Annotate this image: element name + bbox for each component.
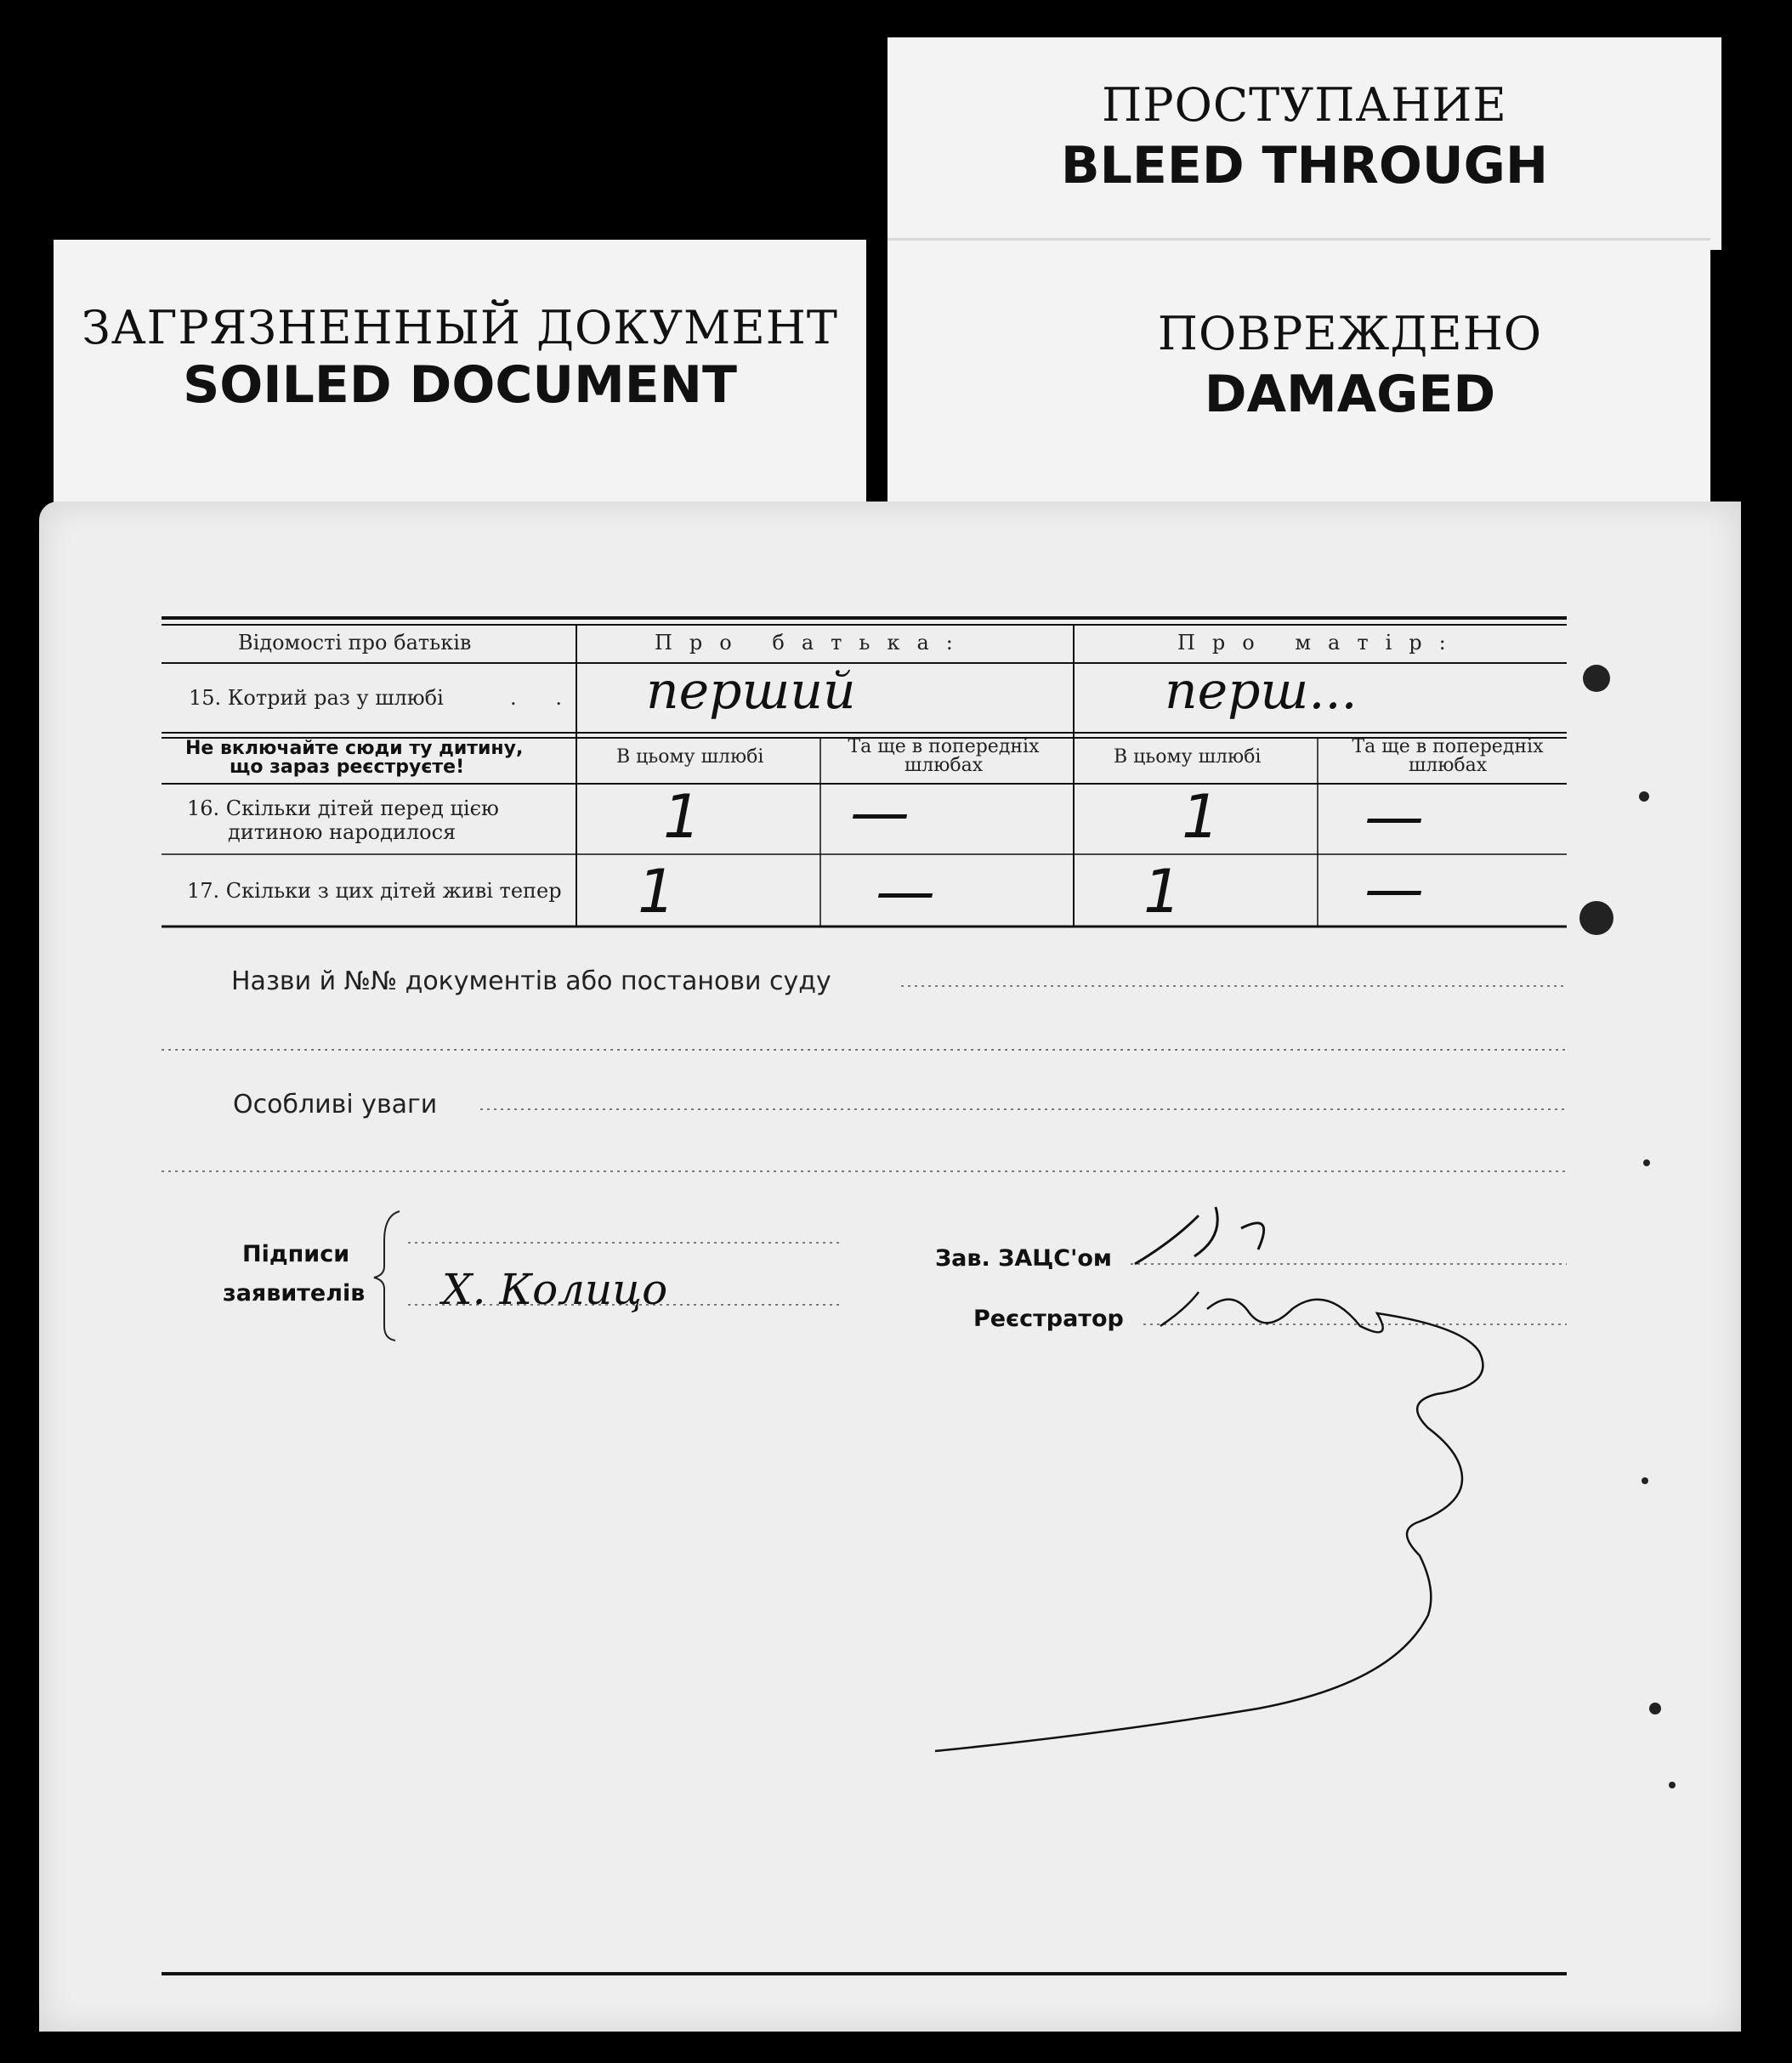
father-prev-line-2: шлюбах [904,755,984,776]
father-previous-marriages-header [837,738,1050,775]
soiled-label-ru: ЗАГРЯЗНЕННЫЙ ДОКУМЕНТ [82,301,838,354]
row17-mother-this-value: 1 [1143,857,1182,927]
row16-father-this-value: 1 [663,782,701,852]
soiled-label-en: SOILED DOCUMENT [183,355,737,415]
head-of-registry-label: Зав. ЗАЦС'ом [935,1245,1112,1272]
row15-label: 15. Котрий раз у шлюбі [189,686,444,710]
father-this-marriage-header: В цьому шлюбі [616,746,764,768]
row16-mother-prev-value: — [1364,782,1424,852]
applicants-label-line-1: Підписи [242,1241,350,1267]
mother-previous-marriages-header [1333,738,1562,775]
damaged-label-en: DAMAGED [1204,365,1496,424]
mother-prev-line-1: Та ще в попередніх [1352,736,1544,757]
row15-dots: . . [510,686,563,710]
note-line-1: Не включайте сюди ту дитину, [185,738,524,759]
bleed-label-ru: ПРОСТУПАНИЕ [1102,78,1507,132]
row15-mother-handwritten: перш... [1165,661,1358,721]
row15-father-handwritten: перший [646,661,856,721]
table-header-mother: Про матір: [1177,631,1463,655]
bleed-label-en: BLEED THROUGH [1060,136,1549,196]
table-header-info: Відомості про батьків [238,631,472,655]
mother-this-marriage-header: В цьому шлюбі [1114,746,1262,768]
row16-father-prev-value: — [850,778,910,847]
remarks-label: Особливі уваги [233,1090,438,1119]
applicants-label-line-2: заявителів [223,1280,366,1306]
father-prev-line-1: Та ще в попередніх [848,736,1040,757]
damaged-label-ru: ПОВРЕЖДЕНО [1157,307,1543,360]
row17-father-prev-value: — [876,857,935,927]
documents-label: Назви й №№ документів або постанови суду [231,966,831,996]
row17-father-this-value: 1 [638,857,676,927]
row16-label-line-2: дитиною народилося [228,820,457,844]
registrar-label: Реєстратор [973,1306,1124,1332]
note-line-2: що зараз реєструєте! [230,757,465,778]
applicant-signature-handwritten: Х. Колицо [442,1265,668,1314]
row17-label: 17. Скільки з цих дітей живі тепер [187,879,562,903]
table-header-father: Про батька: [655,631,970,655]
row16-label-line-1: 16. Скільки дітей перед цією [187,796,499,820]
row16-mother-this-value: 1 [1182,782,1220,852]
mother-prev-line-2: шлюбах [1408,755,1488,776]
row17-mother-prev-value: — [1364,854,1424,924]
